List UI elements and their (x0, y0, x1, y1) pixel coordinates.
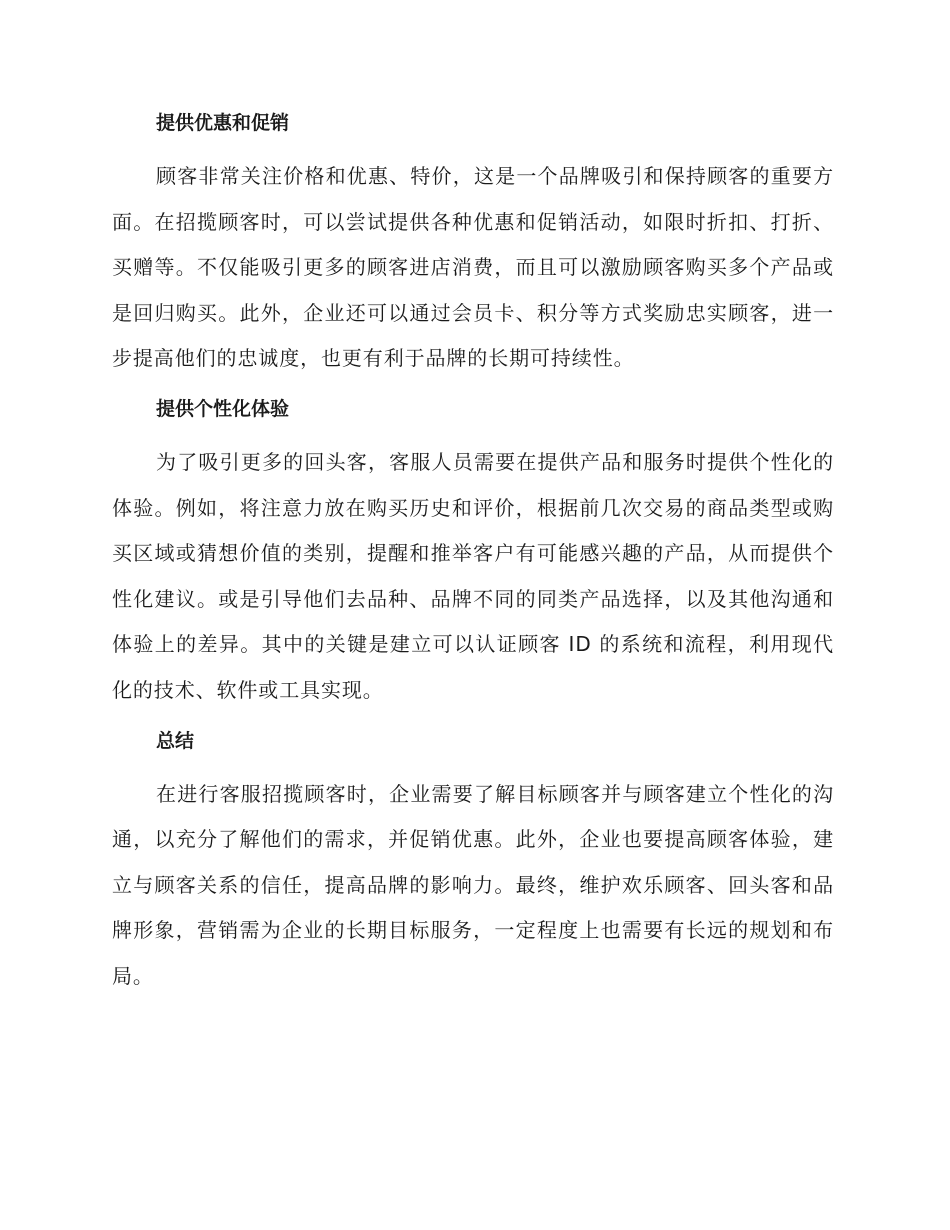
section-heading: 提供优惠和促销 (156, 112, 290, 134)
section-summary (112, 726, 834, 1000)
section-personalized-experience (112, 394, 834, 714)
section-paragraph: 在进行客服招揽顾客时，企业需要了解目标顾客并与顾客建立个性化的沟通，以充分了解他们的需求，并促销优惠。此外，企业也要提高顾客体验，建立与顾客关系的信任，提高品牌的影响力。最终，维护欢乐顾客、回头客和品牌形象，营销需为企业的长期目标服务，一定程度上也需要有长远的规划和布局。 (112, 781, 834, 988)
document-page (112, 108, 834, 1012)
section-heading: 总结 (156, 729, 195, 752)
section-paragraph: 顾客非常关注价格和优惠、特价，这是一个品牌吸引和保持顾客的重要方面。在招揽顾客时，可以尝试提供各种优惠和促销活动，如限时折扣、打折、买赠等。不仅能吸引更多的顾客进店消费，而且可以激励顾客购买多个产品或是回归购买。此外，企业还可以通过会员卡、积分等方式奖励忠实顾客，进一步提高他们的忠诚度，也更有利于品牌的长期可持续性。 (112, 164, 834, 371)
section-discounts-promotions (112, 108, 834, 382)
section-heading: 提供个性化体验 (156, 397, 290, 420)
section-paragraph: 为了吸引更多的回头客，客服人员需要在提供产品和服务时提供个性化的体验。例如，将注意力放在购买历史和评价，根据前几次交易的商品类型或购买区域或猜想价值的类别，提醒和推举客户有可能感兴趣的产品，从而提供个性化建议。或是引导他们去品种、品牌不同的同类产品选择，以及其他沟通和体验上的差异。其中的关键是建立可以认证顾客 ID 的系统和流程，利用现代化的技术、软件或工具实现。 (112, 449, 834, 702)
